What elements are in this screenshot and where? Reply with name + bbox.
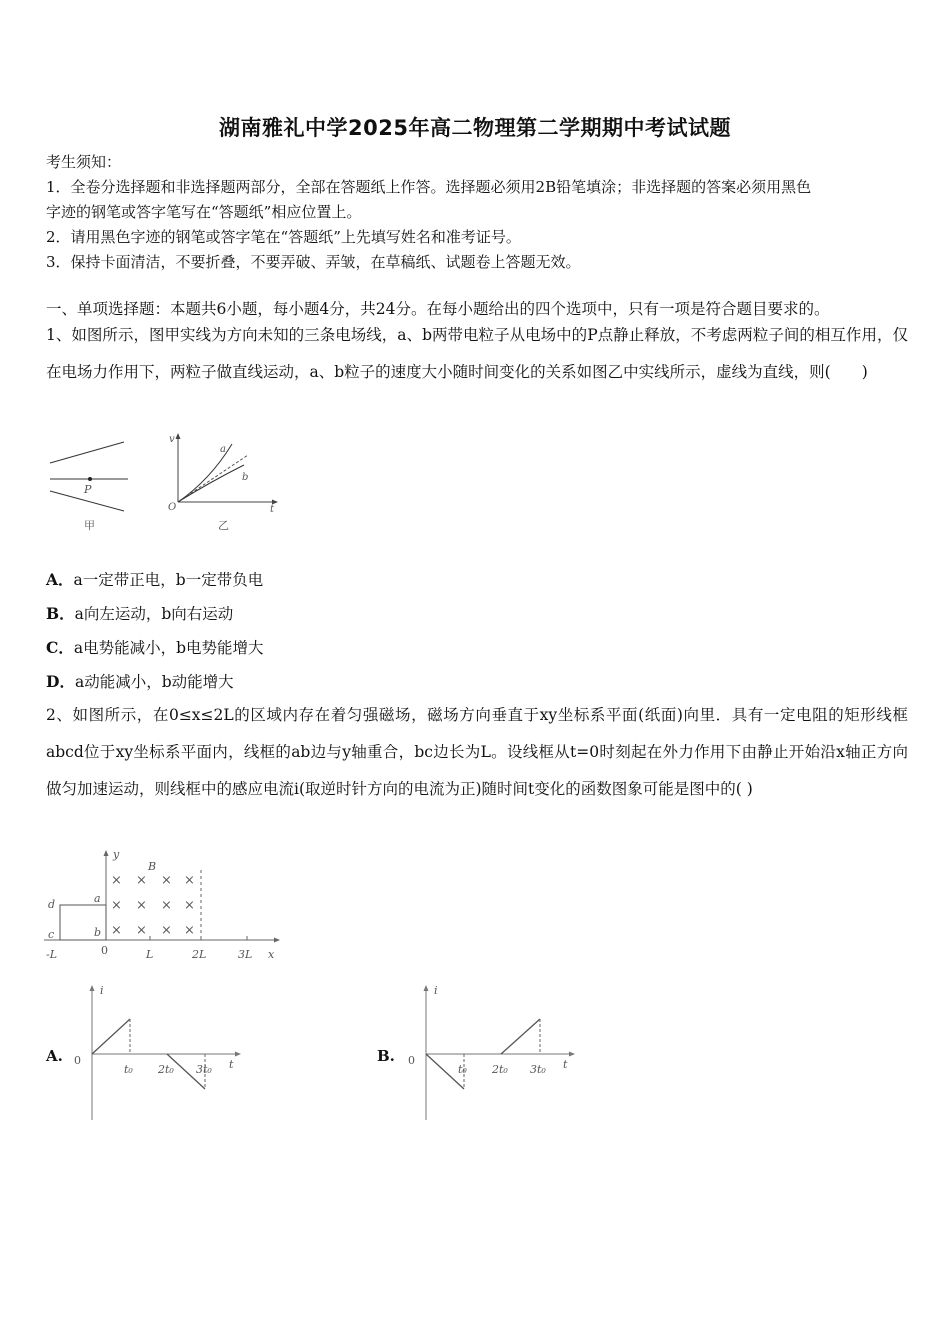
q1-option-c[interactable] [46,636,264,658]
tick-2t0: 2t₀ [492,1063,508,1076]
field-cross: × [184,898,195,913]
x-axis-label: x [268,948,275,961]
figure-magnetic-field [40,842,290,967]
tick-3t0: 3t₀ [530,1063,546,1076]
notice-heading: 考生须知： [46,153,122,171]
field-crosses [111,873,195,938]
current-segment-2 [501,1019,540,1054]
corner-b: b [94,926,102,939]
option-letter: A． [46,570,74,589]
field-cross: × [161,873,172,888]
y-axis-arrow [104,850,109,856]
x-axis-arrow [274,938,280,943]
notice-item-3: 3．保持卡面清洁，不要折叠，不要弄破、弄皱，在草稿纸、试题卷上答题无效。 [46,253,581,271]
q2-option-a-letter[interactable]: A. [46,1047,63,1065]
i-axis-arrow [424,985,429,991]
option-text: a动能减小，b动能增大 [74,673,234,691]
t-axis-arrow [569,1052,575,1057]
tick-3t0: 3t₀ [196,1063,212,1076]
t-axis-arrow [235,1052,241,1057]
field-cross: × [111,873,122,888]
current-segment-1 [92,1019,130,1054]
q2-option-b-letter[interactable]: B. [377,1047,395,1065]
curve-a-label: a [220,444,226,455]
curve-b-label: b [242,472,249,483]
origin-label: O [168,502,177,513]
option-text: a一定带正电，b一定带负电 [73,571,264,589]
field-cross: × [136,923,147,938]
tick-label-3l: 3L [238,948,253,961]
v-axis-label: v [169,434,175,445]
option-text: a向左运动，b向右运动 [74,605,234,623]
corner-d: d [48,898,56,911]
notice-item-2: 2．请用黑色字迹的钢笔或答字笔在“答题纸”上先填写姓名和准考证号。 [46,228,521,246]
field-label: B [148,860,157,873]
section-heading: 一、单项选择题：本题共6小题，每小题4分，共24分。在每小题给出的四个选项中，只有一项是符合题目要求的。 [46,300,830,318]
figure-jia [44,436,134,536]
option-letter: C． [46,638,74,657]
point-p-label: P [84,483,92,496]
corner-a: a [94,892,101,905]
q1-option-d[interactable] [46,670,234,692]
tick-t0: t₀ [124,1063,133,1076]
q1-option-b[interactable] [46,602,233,624]
curve-b [178,465,244,502]
page-title: 湖南雅礼中学2025年高二物理第二学期期中考试试题 [219,116,731,140]
v-axis-arrow [176,433,181,439]
field-cross: × [136,873,147,888]
t-axis-label: t [270,504,275,515]
i-axis-label: i [434,984,438,997]
i-axis-arrow [90,985,95,991]
q2-option-a-graph[interactable] [66,980,251,1125]
field-cross: × [184,873,195,888]
question-2-text: 2、如图所示，在0≤x≤2L的区域内存在着匀强磁场，磁场方向垂直于xy坐标系平面(纸面)向里．具有一定电阻的矩形线框abcd位于xy坐标系平面内，线框的ab边与y轴重合，bc边长为L。设线框从t=0时刻起在外力作用下由静止开始沿x轴正方向做匀加速运动，则线框中的感应电流i(取逆时针方向的电流为正)随时间t变化的函数图象可能是图中的( ) [46,706,908,798]
option-letter: B． [46,604,75,623]
figure-yi [160,430,285,536]
dashed-line [178,455,248,502]
origin-label: 0 [408,1054,415,1067]
notice-item-1: 1．全卷分选择题和非选择题两部分，全部在答题纸上作答。选择题必须用2B铅笔填涂；非选择题的答案必须用黑色 [46,178,812,196]
tick-label-l: L [146,948,154,961]
question-1-text: 1、如图所示，图甲实线为方向未知的三条电场线，a、b两带电粒子从电场中的P点静止释放，不考虑两粒子间的相互作用，仅在电场力作用下，两粒子做直线运动，a、b粒子的速度大小随时间变化的关系如图乙中实线所示，虚线为直线，则( ) [46,326,908,381]
tick-label-0: 0 [101,944,108,957]
point-p-dot [88,477,92,481]
fig-yi-caption: 乙 [218,519,229,532]
field-cross: × [136,898,147,913]
field-cross: × [161,898,172,913]
q1-option-a[interactable] [46,568,263,590]
field-cross: × [111,898,122,913]
tick-label-neg-l: -L [46,948,58,961]
field-cross: × [111,923,122,938]
y-axis-label: y [113,848,120,861]
tick-label-2l: 2L [192,948,207,961]
notice-item-1-cont: 字迹的钢笔或答字笔写在“答题纸”相应位置上。 [46,203,362,221]
tick-2t0: 2t₀ [158,1063,174,1076]
corner-c: c [48,928,55,941]
origin-label: 0 [74,1054,81,1067]
t-axis-label: t [563,1058,568,1071]
tick-t0: t₀ [458,1063,467,1076]
field-cross: × [184,923,195,938]
field-line-top [50,442,124,463]
option-letter: D． [46,672,75,691]
option-text: a电势能减小，b电势能增大 [73,639,264,657]
field-cross: × [161,923,172,938]
i-axis-label: i [100,984,104,997]
t-axis-label: t [229,1058,234,1071]
q2-option-b-graph[interactable] [400,980,585,1125]
fig-jia-caption: 甲 [84,519,95,532]
